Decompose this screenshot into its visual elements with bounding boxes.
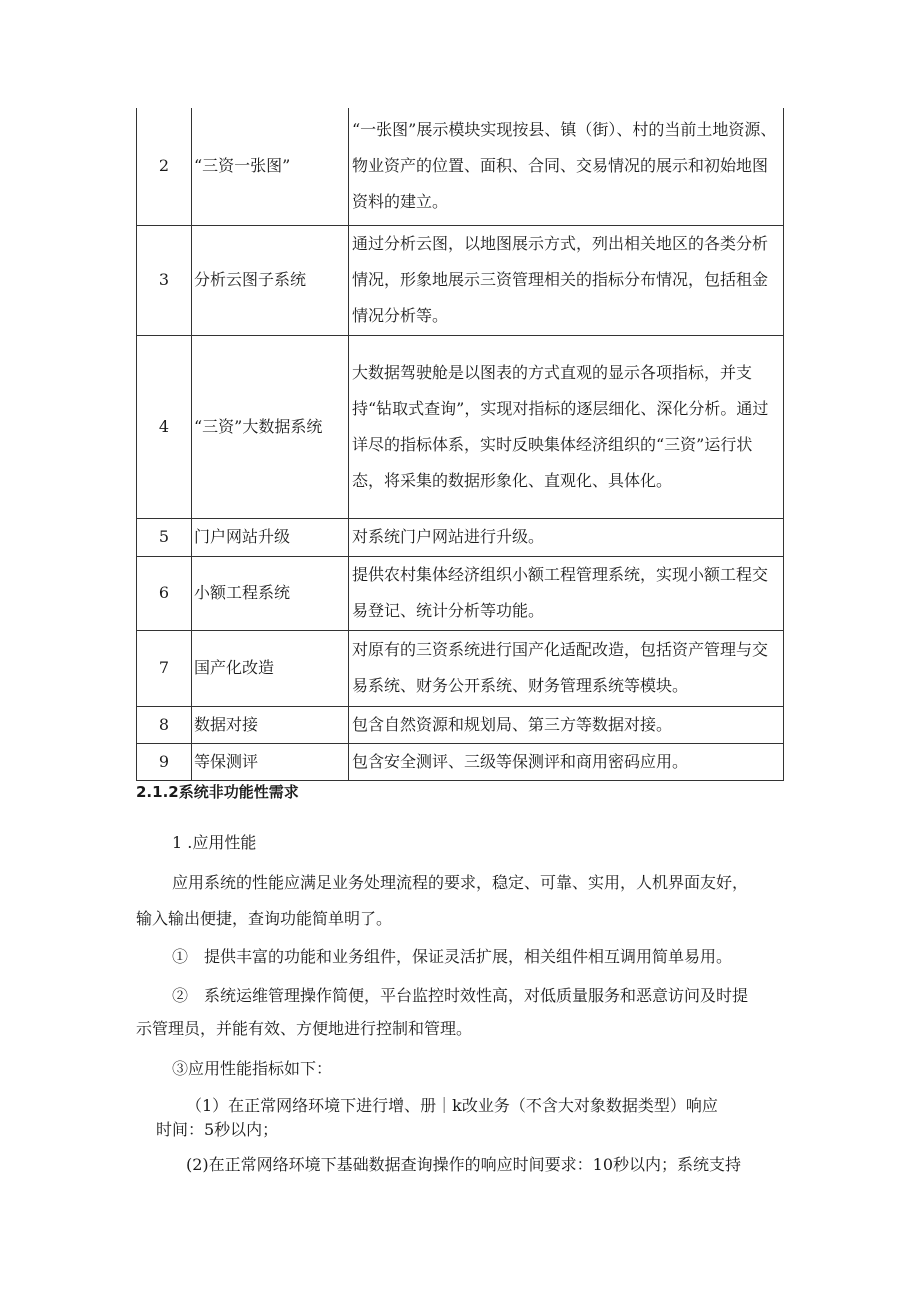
sub-list-item: (2)在正常网络环境下基础数据查询操作的响应时间要求：10秒以内；系统支持 (186, 1155, 742, 1174)
list-item-continuation: 示管理员，并能有效、方便地进行控制和管理。 (136, 1019, 473, 1038)
row-description: 对原有的三资系统进行国产化适配改造，包括资产管理与交易系统、财务公开系统、财务管理系统等模块。 (349, 630, 784, 706)
paragraph-line: 应用系统的性能应满足业务处理流程的要求，稳定、可靠、实用，人机界面友好， (172, 873, 749, 892)
row-number: 2 (137, 108, 192, 225)
row-number: 8 (137, 706, 192, 743)
paragraph-line: 输入输出便捷，查询功能简单明了。 (136, 909, 393, 928)
table-row (137, 556, 784, 630)
table-row (137, 518, 784, 556)
table-row (137, 630, 784, 706)
row-number: 5 (137, 518, 192, 556)
row-description: 提供农村集体经济组织小额工程管理系统，实现小额工程交易登记、统计分析等功能。 (349, 556, 784, 630)
row-number: 3 (137, 225, 192, 335)
row-description: 对系统门户网站进行升级。 (349, 518, 784, 556)
row-name: 国产化改造 (192, 630, 349, 706)
list-item: ③应用性能指标如下： (172, 1059, 333, 1078)
list-item: ② 系统运维管理操作简便，平台监控时效性高，对低质量服务和恶意访问及时提 (172, 986, 749, 1005)
section-heading: 2.1.2系统非功能性需求 (136, 783, 299, 801)
row-number: 9 (137, 743, 192, 780)
row-name: 等保测评 (192, 743, 349, 780)
row-description: 大数据驾驶舱是以图表的方式直观的显示各项指标，并支持“钻取式查询”，实现对指标的逐层细化、深化分析。通过详尽的指标体系，实时反映集体经济组织的“三资”运行状态，将采集的数据形象化、直观化、具体化。 (349, 335, 784, 518)
table-row (137, 743, 784, 780)
requirements-table (136, 108, 784, 781)
row-description: “一张图”展示模块实现按县、镇（街）、村的当前土地资源、物业资产的位置、面积、合同、交易情况的展示和初始地图资料的建立。 (349, 108, 784, 225)
sub-list-item-continuation: 时间：5秒以内； (156, 1120, 279, 1139)
table-row (137, 706, 784, 743)
row-name: 小额工程系统 (192, 556, 349, 630)
row-number: 6 (137, 556, 192, 630)
row-number: 4 (137, 335, 192, 518)
sub-list-item: （1）在正常网络环境下进行增、册｜k改业务（不含大对象数据类型）响应 (186, 1096, 718, 1115)
sub-heading: 1 .应用性能 (172, 833, 257, 852)
row-description: 包含自然资源和规划局、第三方等数据对接。 (349, 706, 784, 743)
row-description: 通过分析云图，以地图展示方式，列出相关地区的各类分析情况，形象地展示三资管理相关的指标分布情况，包括租金情况分析等。 (349, 225, 784, 335)
list-item: ① 提供丰富的功能和业务组件，保证灵活扩展，相关组件相互调用简单易用。 (172, 947, 733, 966)
table-row (137, 225, 784, 335)
table-row (137, 108, 784, 225)
row-description: 包含安全测评、三级等保测评和商用密码应用。 (349, 743, 784, 780)
row-name: “三资”大数据系统 (192, 335, 349, 518)
row-name: 门户网站升级 (192, 518, 349, 556)
row-name: 数据对接 (192, 706, 349, 743)
row-name: “三资一张图” (192, 108, 349, 225)
table-row (137, 335, 784, 518)
row-name: 分析云图子系统 (192, 225, 349, 335)
row-number: 7 (137, 630, 192, 706)
